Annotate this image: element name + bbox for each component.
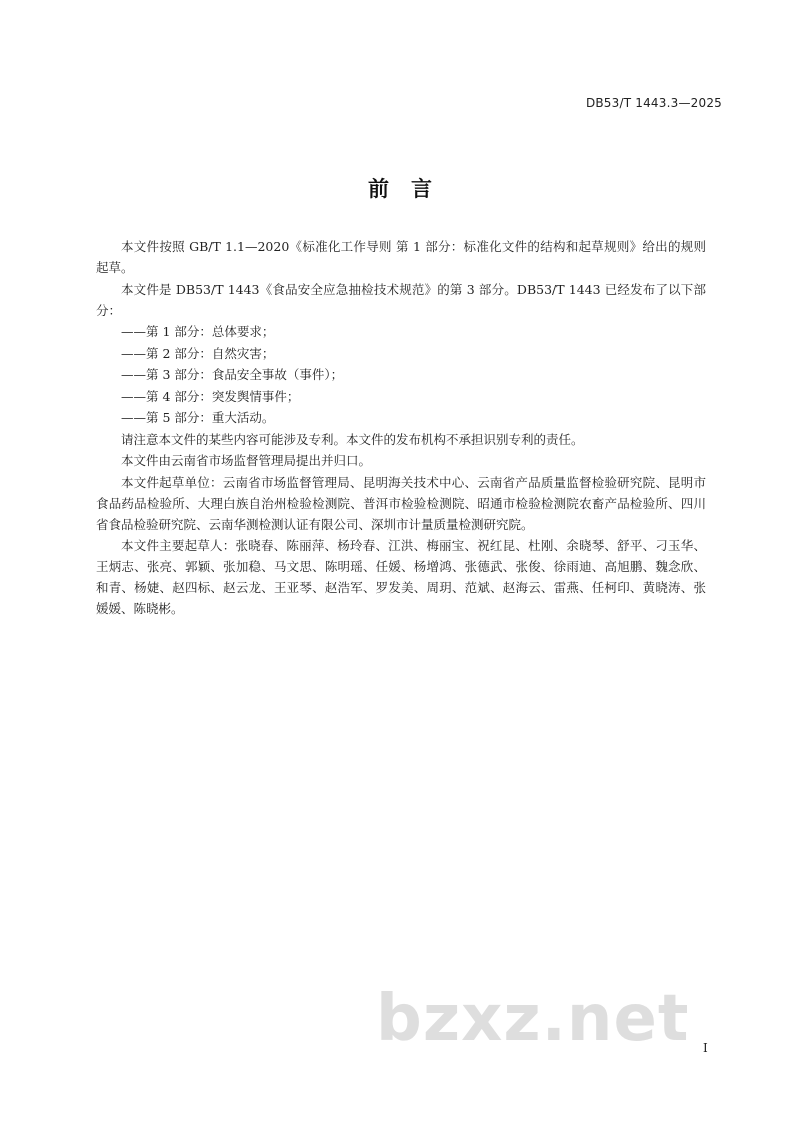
paragraph-drafting-units: 本文件起草单位：云南省市场监督管理局、昆明海关技术中心、云南省产品质量监督检验研究院、昆明市食品药品检验所、大理白族自治州检验检测院、普洱市检验检测院、昭通市检验检测院农畜产品检验所、四川省食品检验研究院、云南华测检测认证有限公司、深圳市计量质量检测研究院。 xyxy=(96,474,706,532)
list-item-part-1: ——第 1 部分：总体要求； xyxy=(121,324,275,339)
list-item-part-5: ——第 5 部分：重大活动。 xyxy=(121,410,275,425)
paragraph-drafting-rules: 本文件按照 GB/T 1.1—2020《标准化工作导则 第 1 部分：标准化文件的结构和起草规则》给出的规则起草。 xyxy=(96,239,706,275)
list-item-part-2: ——第 2 部分：自然灾害； xyxy=(121,345,275,361)
list-item-part-3: ——第 3 部分：食品安全事故（事件）； xyxy=(121,367,344,382)
page-title: 前言 xyxy=(368,177,454,201)
page-number: I xyxy=(703,1041,708,1055)
paragraph-drafters: 本文件主要起草人：张晓春、陈丽萍、杨玲春、江洪、梅丽宝、祝红昆、杜刚、余晓琴、舒平、刁玉华、王炳志、张亮、郭颖、张加稳、马文思、陈明瑶、任媛、杨增鸿、张德武、张俊、徐雨迪、高旭鹏、魏念欣、和青、杨婕、赵四标、赵云龙、王亚琴、赵浩军、罗发美、周玥、范斌、赵海云、雷燕、任柯印、黄晓涛、张媛媛、陈晓彬。 xyxy=(96,538,706,616)
document-code: DB53/T 1443.3—2025 xyxy=(585,96,722,110)
watermark: bzxz.net xyxy=(376,982,690,1056)
paragraph-patent-notice: 请注意本文件的某些内容可能涉及专利。本文件的发布机构不承担识别专利的责任。 xyxy=(121,431,584,447)
list-item-part-4: ——第 4 部分：突发舆情事件； xyxy=(121,388,300,404)
paragraph-series-intro: 本文件是 DB53/T 1443《食品安全应急抽检技术规范》的第 3 部分。DB53/T 1443 已经发布了以下部分： xyxy=(96,281,706,318)
paragraph-proposer: 本文件由云南省市场监督管理局提出并归口。 xyxy=(121,453,372,468)
foreword-body xyxy=(96,236,706,620)
